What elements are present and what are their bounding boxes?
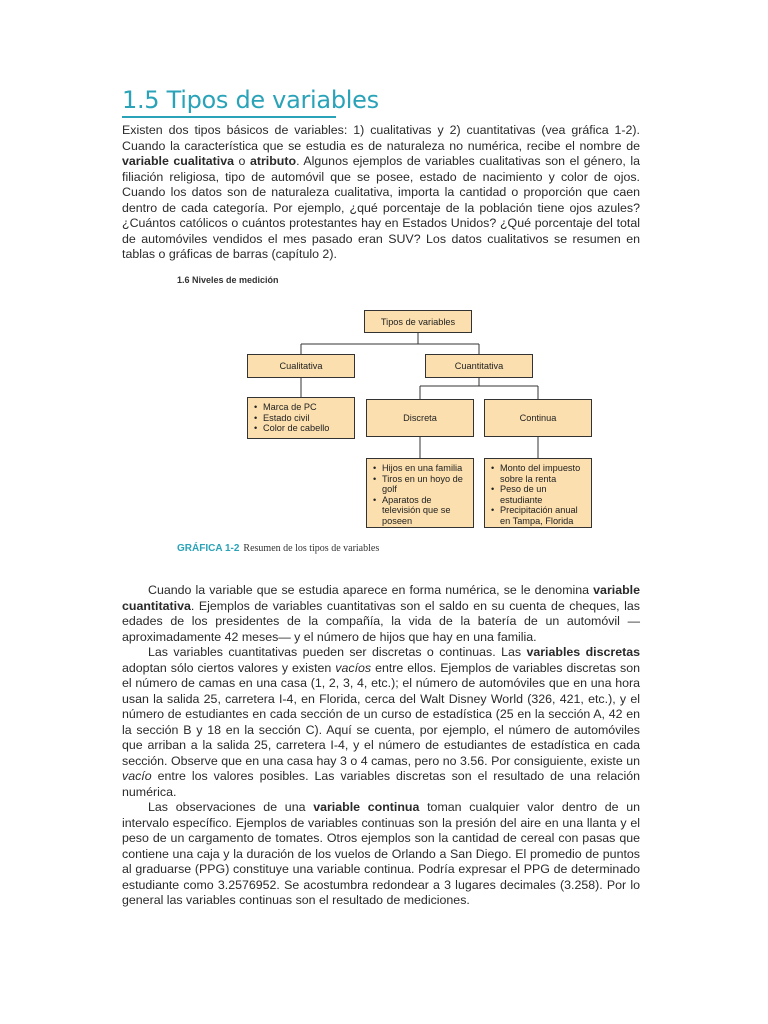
figure-caption	[177, 543, 379, 554]
list-item: • Peso de un estudiante	[491, 484, 585, 505]
term-atributo: atributo	[249, 154, 297, 168]
term-variable-continua: variable continua	[313, 800, 420, 814]
continuous-examples-box	[484, 458, 592, 528]
list-item: • Tiros en un hoyo de golf	[373, 474, 467, 495]
node-cualitativa: Cualitativa	[247, 354, 355, 378]
intro-text-3: . Algunos ejemplos de variables cualitativas son el género, la filiación religiosa, tipo de automóvil que se posee, estado de nacimiento y color de ojos. Cuando los datos son de naturaleza cualitativa, importa la cantidad o proporción que caen dentro de cada categoría. Por ejemplo, ¿qué porcentaje de la población tiene ojos azules? ¿Cuántos católicos o cuántos protestantes hay en Estados Unidos? ¿Qué porcentaje del total de automóviles vendidos el mes pasado eran SUV? Los datos cualitativos se resumen en tablas o gráficas de barras (capítulo 2).	[122, 154, 640, 261]
term-variable-cualitativa: variable cualitativa	[122, 154, 234, 168]
node-tipos-de-variables: Tipos de variables	[364, 310, 472, 333]
node-continua: Continua	[484, 399, 592, 437]
para4-text-1: Las observaciones de una	[148, 800, 314, 814]
list-item: • Precipitación anual en Tampa, Florida	[491, 505, 585, 526]
para4-text-2: toman cualquier valor dentro de un intervalo específico. Ejemplos de variables continuas son la presión del aire en una llanta y el peso de un cargamento de tomates. Otros ejemplos son la cantidad de cereal con pasas que contiene una caja y la duración de los vuelos de Orlando a San Diego. El promedio de puntos al graduarse (PPG) constituye una variable continua. Podría expresar el PPG de determinado estudiante como 3.2576952. Se acostumbra redondear a 3 lugares decimales (3.258). Por lo general las variables continuas son el resultado de mediciones.	[122, 800, 640, 907]
caption-text: Resumen de los tipos de variables	[243, 543, 380, 554]
term-variables-discretas: variables discretas	[526, 645, 640, 659]
intro-text-2: o	[233, 154, 250, 168]
intro-text-1: Existen dos tipos básicos de variables: 1) cualitativas y 2) cuantitativas (vea gráfica 1-2). Cuando la característica que se estudia es de naturaleza no numérica, recibe el nombre de	[122, 123, 640, 153]
running-section-header: 1.6 Niveles de medición	[177, 275, 279, 285]
para3-text-2: adoptan sólo ciertos valores y existen	[122, 660, 336, 675]
term-variable-cuantitativa: variable cuantitativa	[122, 583, 640, 613]
caption-label: GRÁFICA 1-2	[177, 543, 240, 554]
node-cuantitativa: Cuantitativa	[425, 354, 533, 378]
term-vacios: vacíos	[335, 660, 372, 675]
list-item: • Estado civil	[254, 413, 348, 424]
para2-text-2: . Ejemplos de variables cuantitativas son el saldo en su cuenta de cheques, las edades de los presidentes de la compañía, la vida de la batería de un automóvil —aproximadamente 42 meses— y el número de hijos que hay en una familia.	[122, 598, 640, 644]
para3-text-1: Las variables cuantitativas pueden ser discretas o continuas. Las	[148, 645, 527, 659]
section-title: 1.5 Tipos de variables	[122, 86, 379, 114]
list-item: • Hijos en una familia	[373, 463, 467, 474]
list-item: • Monto del impuesto sobre la renta	[491, 463, 585, 484]
list-item: • Color de cabello	[254, 423, 348, 434]
term-vacio: vacío	[122, 769, 152, 783]
para3-text-3: entre ellos. Ejemplos de variables discretas son el número de camas en una casa (1, 2, 3, 4, etc.); el número de automóviles que en una hora usan la salida 25, carretera I-4, en Florida, cerca del Walt Disney World (326, 421, etc.), y el número de estudiantes en cada sección de un curso de estadística (25 en la sección A, 42 en la sección B y 18 en la sección C). Aquí se cuenta, por ejemplo, el número de automóviles que arriban a la salida 25, carretera I-4, y el número de estudiantes de estadística en cada sección. Observe que en una casa hay 3 o 4 camas, pero no 3.56. Por consiguiente, existe un	[122, 660, 640, 768]
list-item: • Aparatos de televisión que se poseen	[373, 495, 467, 527]
para2-text-1: Cuando la variable que se estudia aparece en forma numérica, se le denomina	[148, 583, 594, 597]
list-item: • Marca de PC	[254, 402, 348, 413]
paragraph-continuous	[122, 800, 640, 909]
para3-text-4: entre los valores posibles. Las variables discretas son el resultado de una relación numérica.	[122, 769, 640, 799]
body-paragraphs	[122, 583, 640, 909]
node-discreta: Discreta	[366, 399, 474, 437]
paragraph-quantitative	[122, 583, 640, 645]
paragraph-discrete	[122, 645, 640, 800]
discrete-examples-box	[366, 458, 474, 528]
qualitative-examples-box	[247, 397, 355, 439]
